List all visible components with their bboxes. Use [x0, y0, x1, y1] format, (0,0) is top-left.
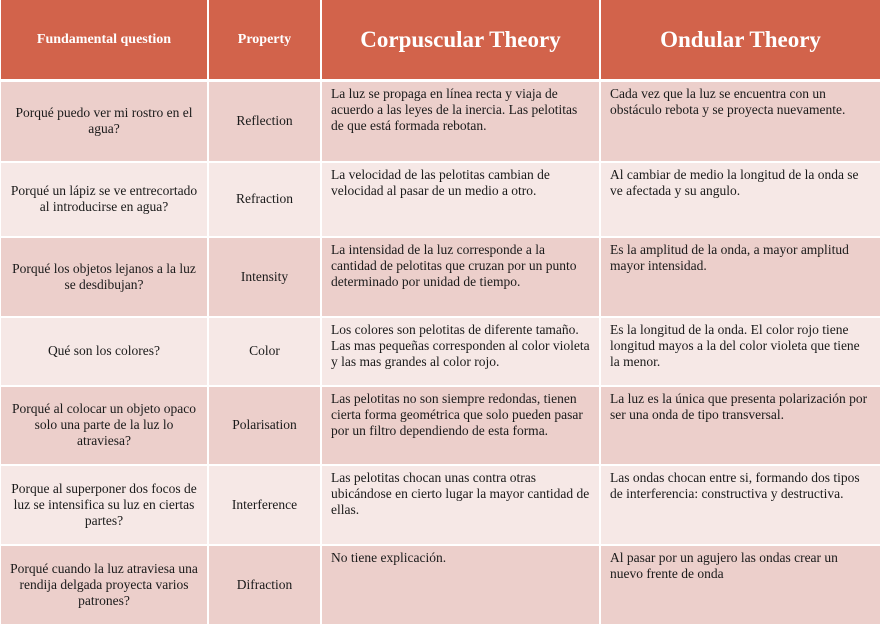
ondular-cell: Es la longitud de la onda. El color rojo tiene longitud mayos a la del color violeta que tiene la menor. — [600, 317, 880, 386]
table-row-refraction — [1, 162, 880, 237]
corpuscular-cell: No tiene explicación. — [321, 545, 600, 625]
question-cell: Porqué cuando la luz atraviesa una rendija delgada proyecta varios patrones? — [1, 545, 208, 625]
property-cell: Polarisation — [208, 386, 321, 465]
property-cell: Intensity — [208, 237, 321, 317]
property-cell: Color — [208, 317, 321, 386]
table-row-polarisation — [1, 386, 880, 465]
property-cell: Interference — [208, 465, 321, 545]
theory-comparison-table — [1, 0, 880, 626]
property-cell: Refraction — [208, 162, 321, 237]
corpuscular-cell: La luz se propaga en línea recta y viaja de acuerdo a las leyes de la inercia. Las pelotitas de que está formada rebotan. — [321, 81, 600, 162]
table-row-interference — [1, 465, 880, 545]
ondular-cell: Al cambiar de medio la longitud de la onda se ve afectada y su angulo. — [600, 162, 880, 237]
property-cell: Reflection — [208, 81, 321, 162]
question-cell: Qué son los colores? — [1, 317, 208, 386]
corpuscular-cell: Las pelotitas no son siempre redondas, tienen cierta forma geométrica que solo pueden pasar por un filtro dependiendo de esta forma. — [321, 386, 600, 465]
header-property: Property — [208, 0, 321, 81]
corpuscular-cell: Los colores son pelotitas de diferente tamaño. Las mas pequeñas corresponden al color violeta y las mas grandes al color rojo. — [321, 317, 600, 386]
header-corpuscular: Corpuscular Theory — [321, 0, 600, 81]
corpuscular-cell: Las pelotitas chocan unas contra otras ubicándose en cierto lugar la mayor cantidad de ellas. — [321, 465, 600, 545]
header-row — [1, 0, 880, 81]
ondular-cell: La luz es la única que presenta polarización por ser una onda de tipo transversal. — [600, 386, 880, 465]
table-row-reflection — [1, 81, 880, 162]
question-cell: Porqué los objetos lejanos a la luz se desdibujan? — [1, 237, 208, 317]
question-cell: Porqué un lápiz se ve entrecortado al introducirse en agua? — [1, 162, 208, 237]
header-ondular: Ondular Theory — [600, 0, 880, 81]
ondular-cell: Es la amplitud de la onda, a mayor amplitud mayor intensidad. — [600, 237, 880, 317]
question-cell: Porque al superponer dos focos de luz se intensifica su luz en ciertas partes? — [1, 465, 208, 545]
ondular-cell: Al pasar por un agujero las ondas crear un nuevo frente de onda — [600, 545, 880, 625]
question-cell: Porqué al colocar un objeto opaco solo una parte de la luz lo atraviesa? — [1, 386, 208, 465]
table-row-difraction — [1, 545, 880, 625]
property-cell: Difraction — [208, 545, 321, 625]
ondular-cell: Las ondas chocan entre si, formando dos tipos de interferencia: constructiva y destructiva. — [600, 465, 880, 545]
table-row-intensity — [1, 237, 880, 317]
corpuscular-cell: La intensidad de la luz corresponde a la cantidad de pelotitas que cruzan por un punto determinado por unidad de tiempo. — [321, 237, 600, 317]
question-cell: Porqué puedo ver mi rostro en el agua? — [1, 81, 208, 162]
header-question: Fundamental question — [1, 0, 208, 81]
table-row-color — [1, 317, 880, 386]
ondular-cell: Cada vez que la luz se encuentra con un obstáculo rebota y se proyecta nuevamente. — [600, 81, 880, 162]
corpuscular-cell: La velocidad de las pelotitas cambian de velocidad al pasar de un medio a otro. — [321, 162, 600, 237]
